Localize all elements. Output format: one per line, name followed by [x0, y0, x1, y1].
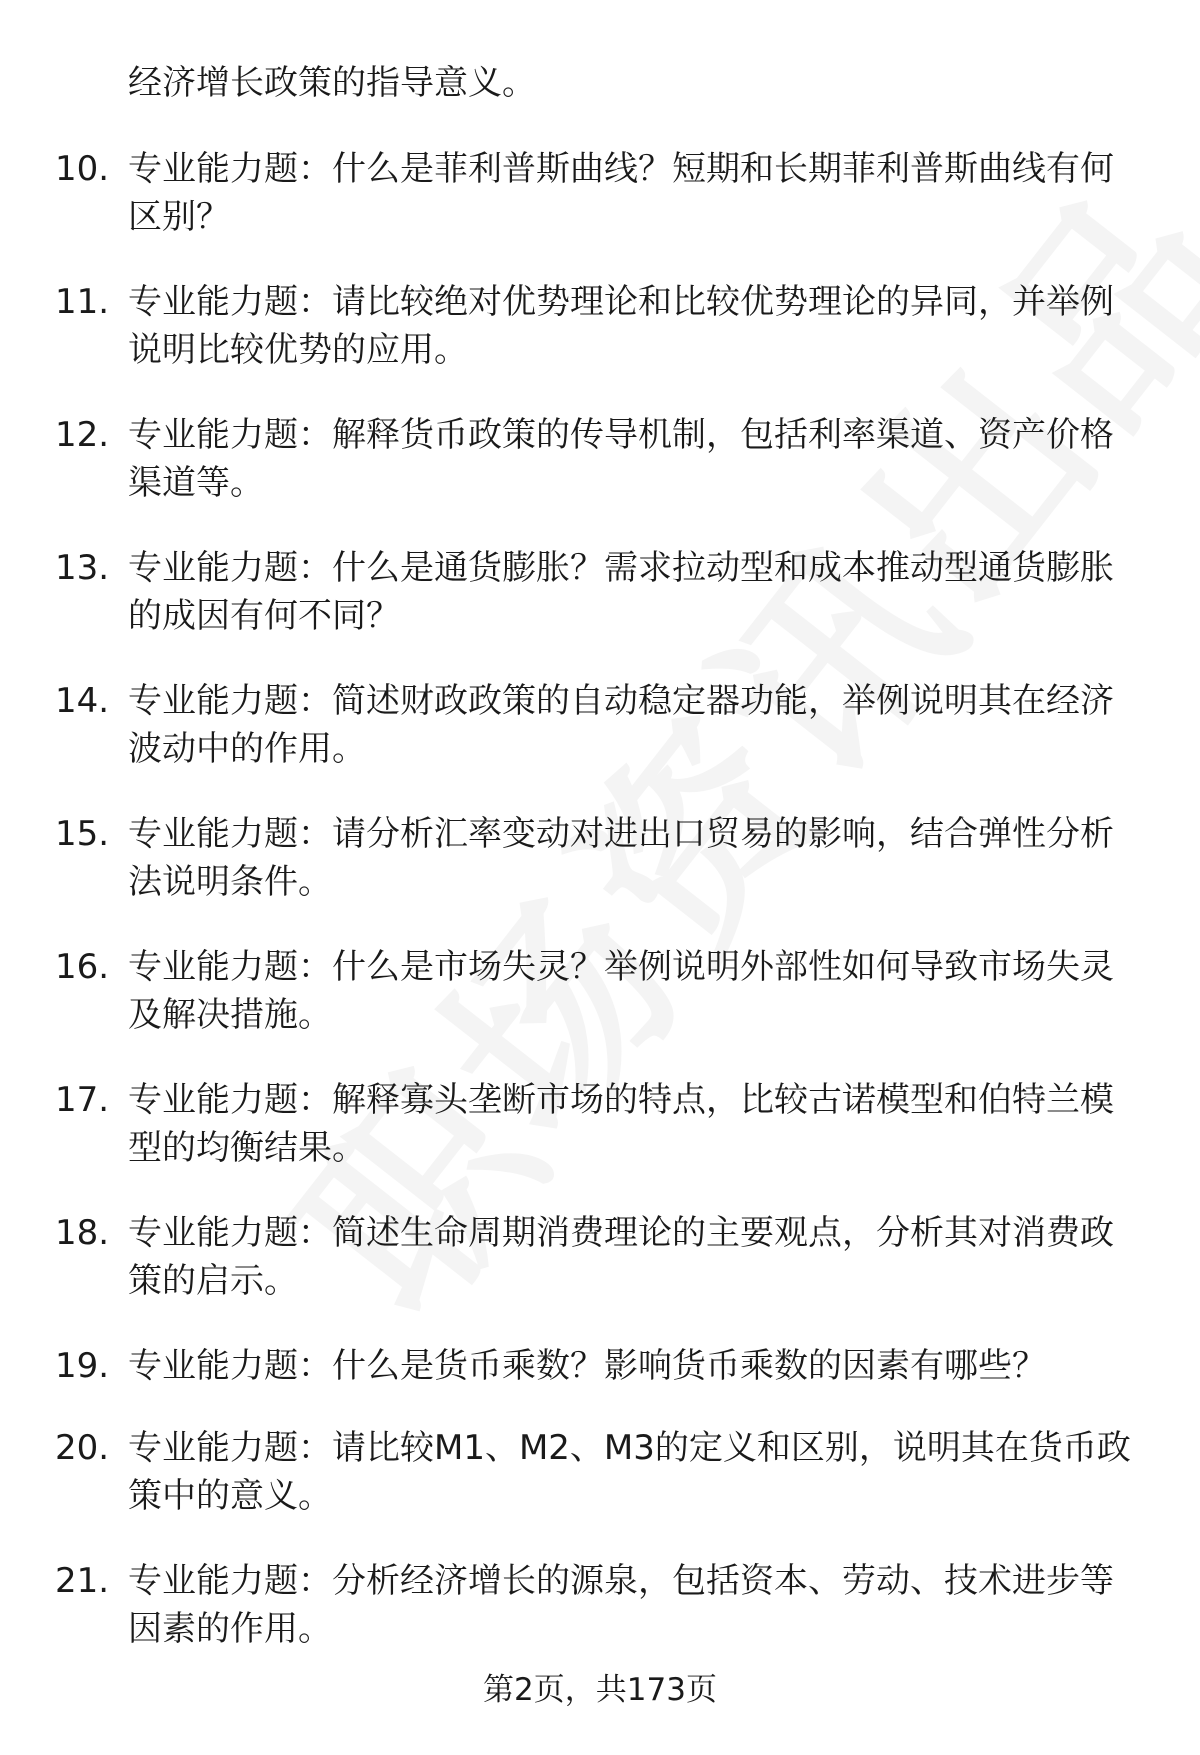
- question-number: 16.: [55, 947, 110, 987]
- question-text: 专业能力题：什么是市场失灵？举例说明外部性如何导致市场失灵及解决措施。: [128, 947, 1114, 1035]
- question-number: 17.: [55, 1080, 110, 1120]
- list-item: [0, 1557, 1200, 1668]
- question-number: 18.: [55, 1213, 110, 1253]
- question-number: 12.: [55, 415, 110, 455]
- list-item: [0, 1076, 1200, 1187]
- question-number: 10.: [55, 149, 110, 189]
- question-text: 专业能力题：解释货币政策的传导机制，包括利率渠道、资产价格渠道等。: [128, 415, 1114, 503]
- question-number: 14.: [55, 681, 110, 721]
- question-number: 11.: [55, 282, 110, 322]
- question-text: 专业能力题：简述财政政策的自动稳定器功能，举例说明其在经济波动中的作用。: [128, 681, 1114, 769]
- list-item: [0, 677, 1200, 788]
- list-item: [0, 1209, 1200, 1320]
- question-number: 19.: [55, 1346, 110, 1386]
- list-item: [0, 943, 1200, 1054]
- list-item: [0, 278, 1200, 389]
- question-number: 15.: [55, 814, 110, 854]
- question-text: 专业能力题：请分析汇率变动对进出口贸易的影响，结合弹性分析法说明条件。: [128, 814, 1114, 902]
- question-text: 专业能力题：分析经济增长的源泉，包括资本、劳动、技术进步等因素的作用。: [128, 1561, 1114, 1649]
- question-text: 专业能力题：请比较M1、M2、M3的定义和区别，说明其在货币政策中的意义。: [128, 1428, 1131, 1516]
- list-item: [0, 544, 1200, 655]
- question-text: 专业能力题：简述生命周期消费理论的主要观点，分析其对消费政策的启示。: [128, 1213, 1114, 1301]
- list-item: [0, 1342, 1200, 1402]
- question-text: 专业能力题：请比较绝对优势理论和比较优势理论的异同，并举例说明比较优势的应用。: [128, 282, 1114, 370]
- question-text: 专业能力题：解释寡头垄断市场的特点，比较古诺模型和伯特兰模型的均衡结果。: [128, 1080, 1114, 1168]
- question-number: 21.: [55, 1561, 110, 1601]
- question-list: [0, 145, 1200, 1690]
- question-number: 20.: [55, 1428, 110, 1468]
- list-item: [0, 810, 1200, 921]
- list-item: [0, 145, 1200, 256]
- list-item: [0, 411, 1200, 522]
- continuation-text: 经济增长政策的指导意义。: [128, 63, 536, 103]
- question-text: 专业能力题：什么是通货膨胀？需求拉动型和成本推动型通货膨胀的成因有何不同？: [128, 548, 1114, 636]
- list-item: [0, 1424, 1200, 1535]
- question-text: 专业能力题：什么是菲利普斯曲线？短期和长期菲利普斯曲线有何区别？: [128, 149, 1114, 237]
- question-text: 专业能力题：什么是货币乘数？影响货币乘数的因素有哪些？: [128, 1346, 1046, 1386]
- page-footer: 第2页，共173页: [483, 1672, 717, 1708]
- question-number: 13.: [55, 548, 110, 588]
